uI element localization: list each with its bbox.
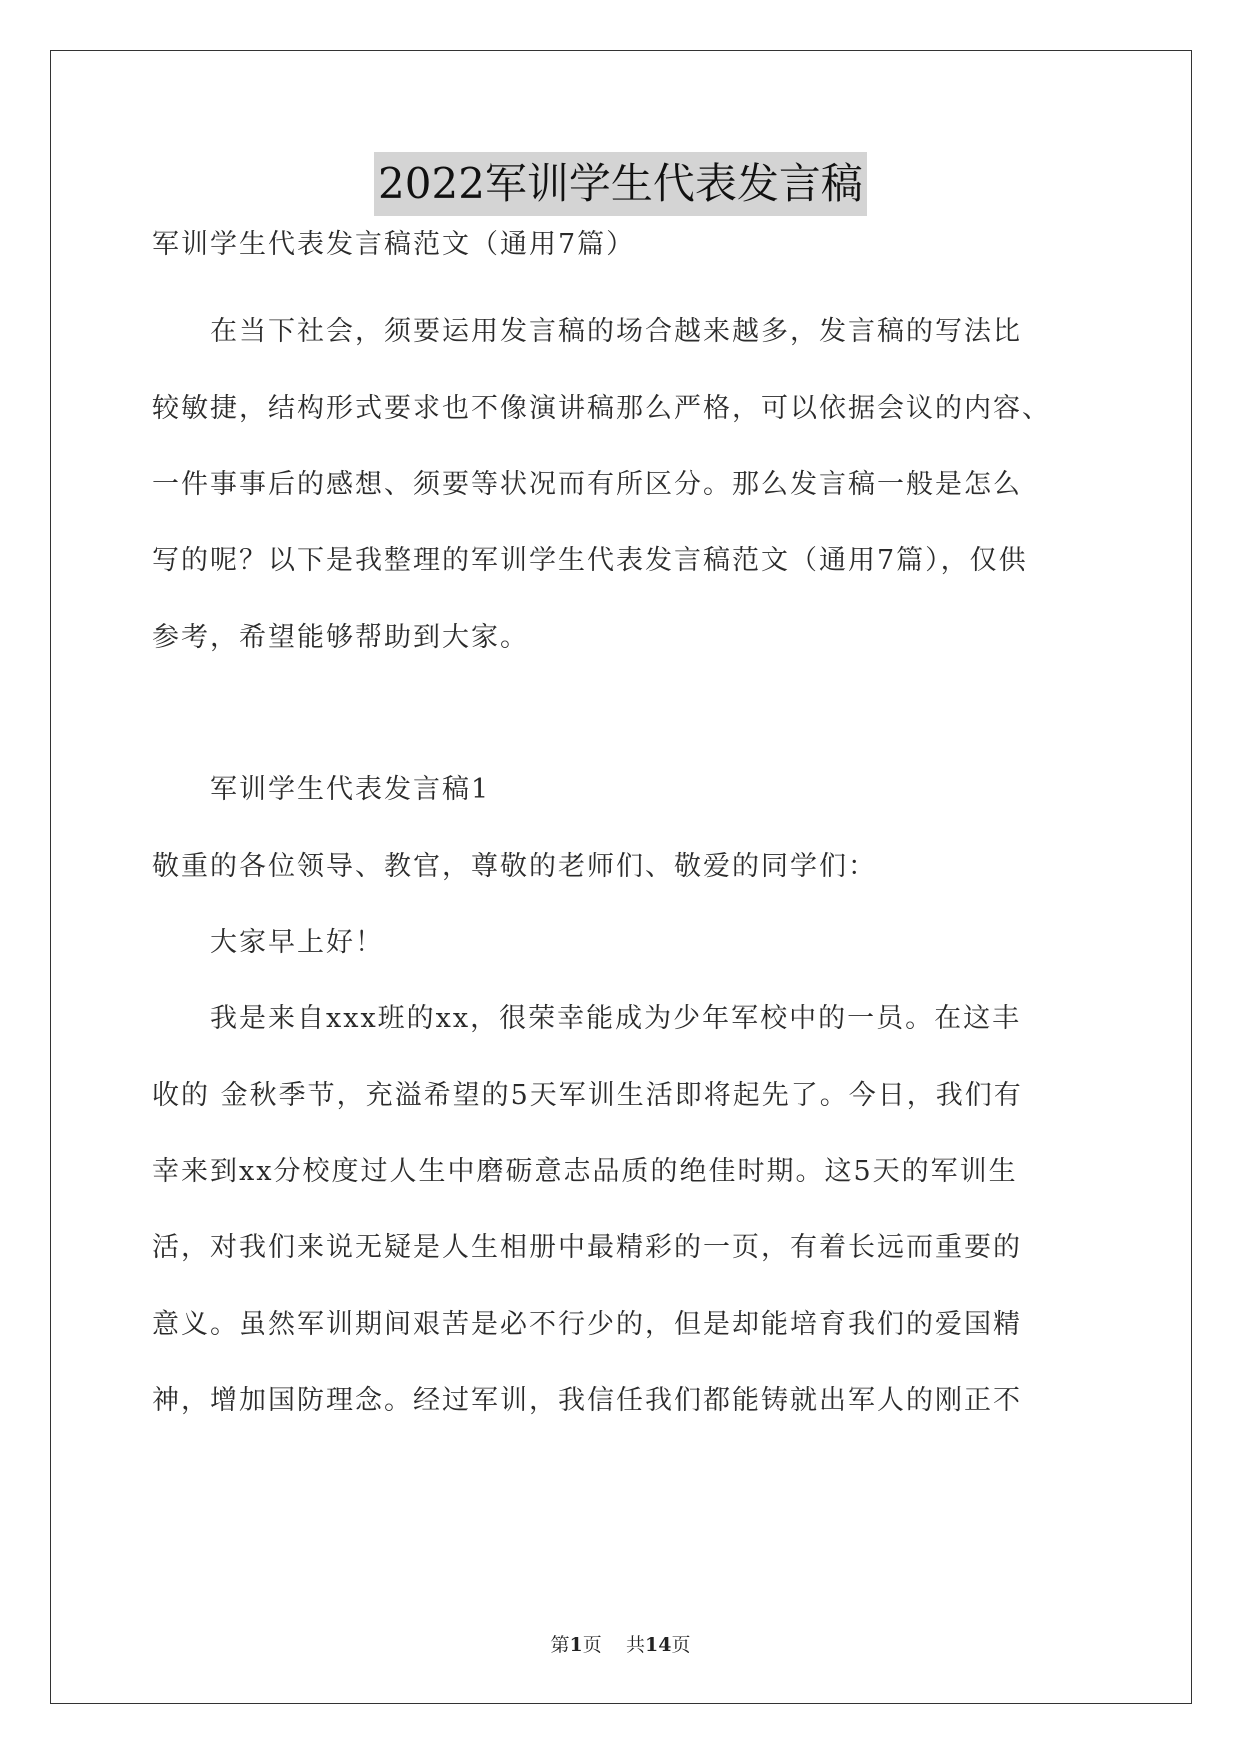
footer-total-suffix: 页 bbox=[671, 1634, 691, 1656]
paragraph-line: 较敏捷，结构形式要求也不像演讲稿那么严格，可以依据会议的内容、 bbox=[152, 393, 1051, 424]
greeting-line: 大家早上好！ bbox=[152, 927, 384, 958]
footer-page-number: 1 bbox=[569, 1634, 583, 1656]
paragraph-line: 我是来自xxx班的xx，很荣幸能成为少年军校中的一员。在这丰 bbox=[152, 1003, 1022, 1034]
document-title: 2022军训学生代表发言稿 bbox=[374, 152, 867, 216]
footer-total-prefix: 共 bbox=[625, 1634, 645, 1656]
paragraph-line: 幸来到xx分校度过人生中磨砺意志品质的绝佳时期。这5天的军训生 bbox=[152, 1156, 1018, 1187]
page-footer bbox=[0, 1630, 1241, 1657]
paragraph-line: 在当下社会，须要运用发言稿的场合越来越多，发言稿的写法比 bbox=[152, 316, 1022, 347]
paragraph-line: 参考，希望能够帮助到大家。 bbox=[152, 622, 529, 653]
paragraph-line: 意义。虽然军训期间艰苦是必不行少的，但是却能培育我们的爱国精 bbox=[152, 1309, 1022, 1340]
paragraph-line: 收的 金秋季节，充溢希望的5天军训生活即将起先了。今日，我们有 bbox=[152, 1080, 1023, 1111]
paragraph-line: 神，增加国防理念。经过军训，我信任我们都能铸就出军人的刚正不 bbox=[152, 1385, 1022, 1416]
paragraph-line: 一件事事后的感想、须要等状况而有所区分。那么发言稿一般是怎么 bbox=[152, 469, 1022, 500]
footer-page-prefix: 第 bbox=[550, 1634, 570, 1656]
salutation-line: 敬重的各位领导、教官，尊敬的老师们、敬爱的同学们： bbox=[152, 851, 877, 882]
section-heading: 军训学生代表发言稿1 bbox=[152, 774, 491, 805]
title-container bbox=[0, 152, 1241, 216]
footer-total-pages: 14 bbox=[644, 1634, 672, 1656]
footer-page-suffix: 页 bbox=[582, 1634, 602, 1656]
paragraph-line: 写的呢？以下是我整理的军训学生代表发言稿范文（通用7篇），仅供 bbox=[152, 545, 1028, 576]
paragraph-line: 活，对我们来说无疑是人生相册中最精彩的一页，有着长远而重要的 bbox=[152, 1232, 1022, 1263]
subtitle-line: 军训学生代表发言稿范文（通用7篇） bbox=[152, 229, 636, 260]
